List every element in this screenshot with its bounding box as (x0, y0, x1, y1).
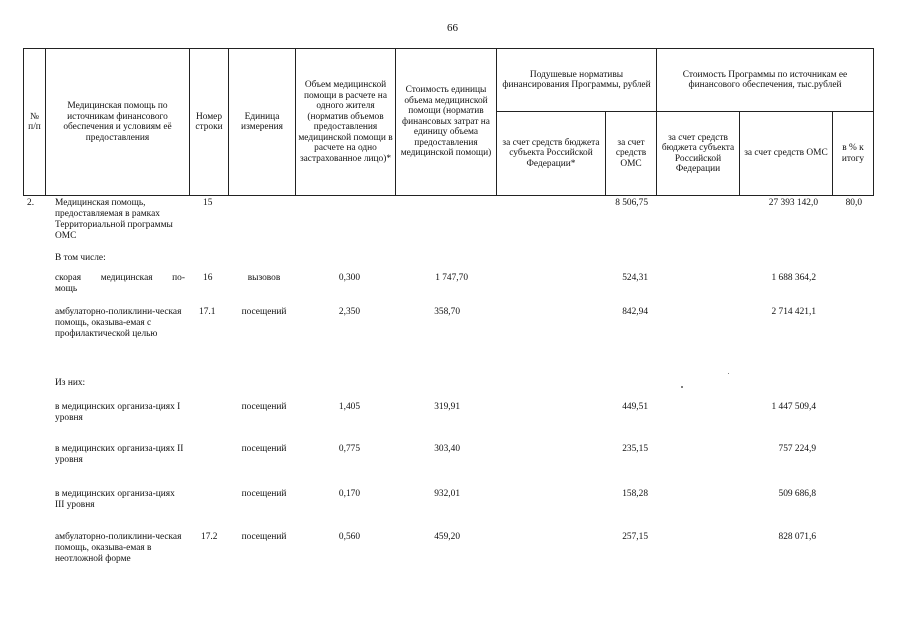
row-unit: посещений (241, 489, 287, 499)
header-program-cost: Стоимость Программы по источникам ее финансового обеспечения, тыс.рублей (656, 48, 874, 112)
row-unit: посещений (241, 307, 287, 317)
row-unit: вызовов (247, 273, 281, 283)
header-program-oms: за счет средств ОМС (739, 111, 833, 196)
header-unit-cost: Стоимость единицы объема медицинской помощи (норматив финансовых затрат на единицу объема предоставления медицинской помощи) (395, 48, 497, 196)
row-program-oms: 1 447 509,4 (771, 402, 816, 412)
row-program-oms: 828 071,6 (778, 532, 816, 542)
header-per-capita-oms: за счет средств ОМС (605, 111, 657, 196)
row-volume: 0,775 (338, 444, 360, 454)
row-unit-cost: 932,01 (434, 489, 460, 499)
row-name: в медицинских организа-циях III уровня (55, 489, 175, 510)
row-program-oms: 1 688 364,2 (771, 273, 816, 283)
row-name: в медицинских организа-циях I уровня (55, 402, 181, 423)
row-unit-cost: 303,40 (434, 444, 460, 454)
row-per-capita-oms: 8 506,75 (615, 198, 648, 208)
row-unit: посещений (241, 444, 287, 454)
row-name: амбулаторно-поликлини-ческая помощь, оказыва-емая в неотложной форме (55, 532, 182, 564)
row-line-number: 17.1 (199, 307, 216, 317)
row-program-oms: 757 224,9 (778, 444, 816, 454)
header-row-number: Номер строки (189, 48, 229, 196)
header-volume: Объем медицинской помощи в расчете на одного жителя (норматив объемов предоставления медицинской помощи в расчете на одно застрахованное лицо)* (295, 48, 396, 196)
row-name-line1: скорая медицинская по- (55, 273, 185, 283)
row-program-oms: 509 686,8 (778, 489, 816, 499)
header-program-budget: за счет средств бюджета субъекта Российской Федерации (656, 111, 740, 196)
row-volume: 0,560 (338, 532, 360, 542)
row-program-percent: 80,0 (845, 198, 862, 208)
row-name: амбулаторно-поликлини-ческая помощь, оказыва-емая с профилактической целью (55, 307, 182, 339)
row-per-capita-oms: 524,31 (622, 273, 648, 283)
row-per-capita-oms: 842,94 (622, 307, 648, 317)
header-program-percent: в % к итогу (832, 111, 874, 196)
row-line-number: 17.2 (201, 532, 218, 542)
page-number: 66 (447, 22, 458, 34)
row-line-number: 15 (203, 198, 213, 208)
row-program-oms: 2 714 421,1 (771, 307, 816, 317)
row-name: Медицинская помощь, предоставляемая в рамках Территориальной программы ОМС (55, 198, 173, 241)
row-volume: 1,405 (338, 402, 360, 412)
row-name: Из них: (55, 378, 86, 388)
row-program-oms: 27 393 142,0 (768, 198, 818, 208)
row-unit-cost: 459,20 (434, 532, 460, 542)
row-number: 2. (27, 198, 35, 208)
row-unit: посещений (241, 532, 287, 542)
row-per-capita-oms: 158,28 (622, 489, 648, 499)
row-volume: 0,300 (338, 273, 360, 283)
row-name: В том числе: (55, 253, 106, 263)
scan-speck (728, 373, 729, 374)
row-name: в медицинских организа-циях II уровня (55, 444, 184, 465)
row-volume: 0,170 (338, 489, 360, 499)
row-per-capita-oms: 235,15 (622, 444, 648, 454)
scan-speck (681, 386, 683, 388)
row-unit-cost: 319,91 (434, 402, 460, 412)
header-number: № п/п (23, 48, 46, 196)
row-per-capita-oms: 257,15 (622, 532, 648, 542)
row-unit-cost: 358,70 (434, 307, 460, 317)
header-per-capita-budget: за счет средств бюджета субъекта Российской Федерации* (496, 111, 606, 196)
row-volume: 2,350 (338, 307, 360, 317)
row-unit-cost: 1 747,70 (435, 273, 468, 283)
header-per-capita: Подушевые нормативы финансирования Программы, рублей (496, 48, 657, 112)
row-per-capita-oms: 449,51 (622, 402, 648, 412)
row-unit: посещений (241, 402, 287, 412)
header-unit: Единица измерения (228, 48, 296, 196)
header-medical-care: Медицинская помощь по источникам финансового обеспечения и условиям её предоставления (45, 48, 190, 196)
row-name-line2: мощь (55, 284, 78, 294)
row-line-number: 16 (203, 273, 213, 283)
